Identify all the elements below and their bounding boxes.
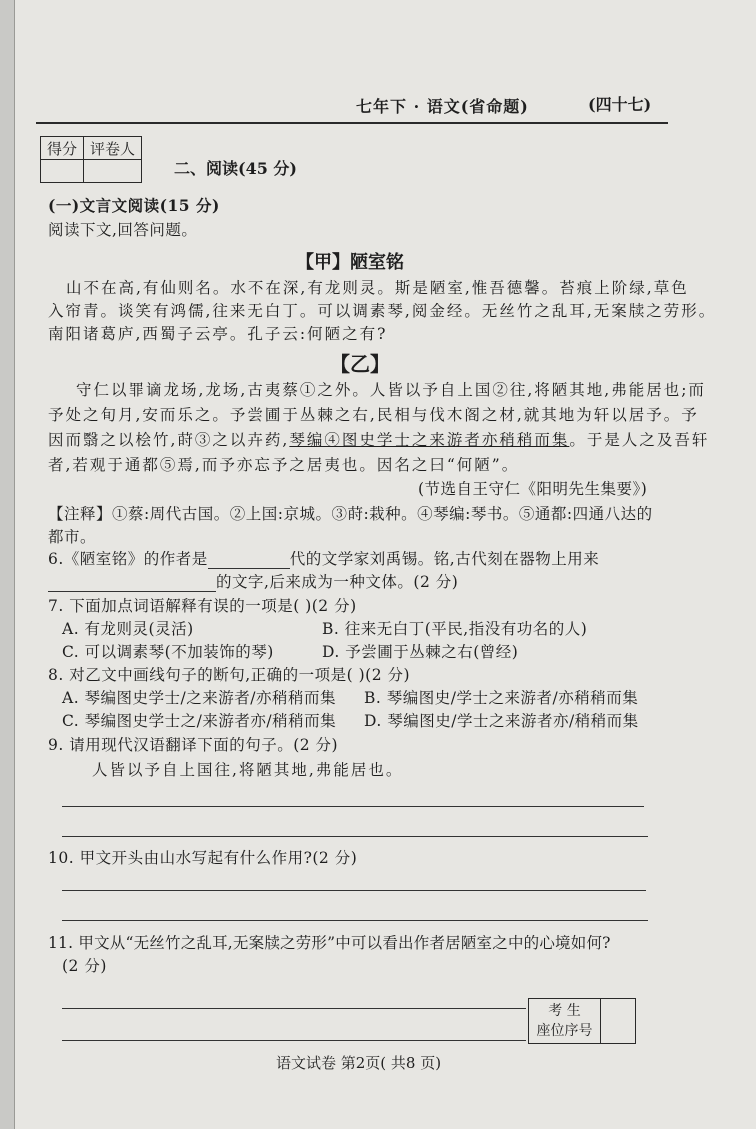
seat-number-label: 考 生 座位序号 [529, 999, 601, 1043]
q9-answer-line[interactable] [62, 836, 648, 837]
score-cell-label: 得分 [41, 137, 84, 160]
passage-b-line: 予处之旬月,安而乐之。予尝圃于丛棘之右,民相与伐木阁之材,就其地为轩以居予。予 [48, 406, 699, 424]
q10-answer-line[interactable] [62, 890, 646, 891]
passage-b-title: 【乙】 [330, 352, 390, 376]
q9-answer-line[interactable] [62, 806, 644, 807]
passage-b-source: (节选自王守仁《阳明先生集要》) [418, 480, 648, 498]
grader-cell-value[interactable] [84, 160, 142, 183]
question-11-score: (2 分) [62, 957, 107, 975]
part-title: (一)文言文阅读(15 分) [48, 196, 220, 215]
section-title: 二、阅读(45 分) [174, 159, 297, 178]
q7-option-c[interactable]: C. 可以调素琴(不加装饰的琴) [62, 643, 274, 661]
q10-answer-line[interactable] [62, 920, 648, 921]
score-cell-value[interactable] [41, 160, 84, 183]
seat-number-box [528, 998, 636, 1044]
q8-option-b[interactable]: B. 琴编图史/学士之来游者/亦稍稍而集 [364, 689, 639, 707]
underlined-sentence: 琴编④图史学士之来游者亦稍稍而集 [289, 431, 570, 449]
question-11: 11. 甲文从“无丝竹之乱耳,无案牍之劳形”中可以看出作者居陋室之中的心境如何? [48, 934, 611, 952]
q7-option-b[interactable]: B. 往来无白丁(平民,指没有功名的人) [322, 620, 588, 638]
instruction-text: 阅读下文,回答问题。 [48, 221, 198, 239]
passage-a-line: 入帘青。谈笑有鸿儒,往来无白丁。可以调素琴,阅金经。无丝竹之乱耳,无案牍之劳形。 [48, 302, 717, 320]
seat-number-field[interactable] [603, 999, 635, 1043]
passage-a-line: 山不在高,有仙则名。水不在深,有龙则灵。斯是陋室,惟吾德馨。苔痕上阶绿,草色 [66, 279, 689, 297]
question-7: 7. 下面加点词语解释有误的一项是( )(2 分) [48, 597, 357, 615]
question-10: 10. 甲文开头由山水写起有什么作用?(2 分) [48, 849, 358, 867]
question-9: 9. 请用现代汉语翻译下面的句子。(2 分) [48, 736, 339, 754]
passage-a-title: 【甲】陋室铭 [296, 252, 404, 273]
page-header-number: (四十七) [588, 95, 652, 114]
q8-option-d[interactable]: D. 琴编图史/学士之来游者亦/稍稍而集 [364, 712, 639, 730]
notes-line: 【注释】①蔡:周代古国。②上国:京城。③莳:栽种。④琴编:琴书。⑤通都:四通八达的 [48, 505, 653, 523]
passage-b-line: 因而翳之以桧竹,莳③之以卉药,琴编④图史学士之来游者亦稍稍而集。于是人之及吾轩 [48, 431, 710, 449]
question-6-cont: 的文字,后来成为一种文体。(2 分) [48, 570, 458, 592]
header-rule [36, 122, 668, 124]
q8-option-c[interactable]: C. 琴编图史学士之/来游者亦/稍稍而集 [62, 712, 337, 730]
q11-answer-line[interactable] [62, 1040, 526, 1041]
q6-blank-dynasty[interactable] [208, 550, 290, 569]
q7-option-d[interactable]: D. 予尝圃于丛棘之右(曾经) [322, 643, 519, 661]
passage-b-line: 守仁以罪谪龙场,龙场,古夷蔡①之外。人皆以予自上国②往,将陋其地,弗能居也;而 [76, 381, 706, 399]
q11-answer-line[interactable] [62, 1008, 526, 1009]
passage-a-line: 南阳诸葛庐,西蜀子云亭。孔子云:何陋之有? [48, 325, 388, 343]
passage-b-line: 者,若观于通都⑤焉,而予亦忘予之居夷也。因名之曰“何陋”。 [48, 456, 520, 474]
q9-sentence: 人皆以予自上国往,将陋其地,弗能居也。 [92, 761, 404, 779]
q7-option-a[interactable]: A. 有龙则灵(灵活) [62, 620, 194, 638]
grader-cell-label: 评卷人 [84, 137, 142, 160]
q8-option-a[interactable]: A. 琴编图史学士/之来游者/亦稍稍而集 [62, 689, 336, 707]
page-header-title: 七年下 · 语文(省命题) [356, 97, 529, 116]
question-8: 8. 对乙文中画线句子的断句,正确的一项是( )(2 分) [48, 666, 411, 684]
question-6: 6.《陋室铭》的作者是 代的文学家刘禹锡。铭,古代刻在器物上用来 [48, 550, 600, 568]
score-table [40, 136, 142, 183]
notes-line: 都市。 [48, 528, 97, 546]
page-footer: 语文试卷 第2页( 共8 页) [276, 1054, 442, 1072]
q6-blank-purpose[interactable] [48, 573, 216, 592]
